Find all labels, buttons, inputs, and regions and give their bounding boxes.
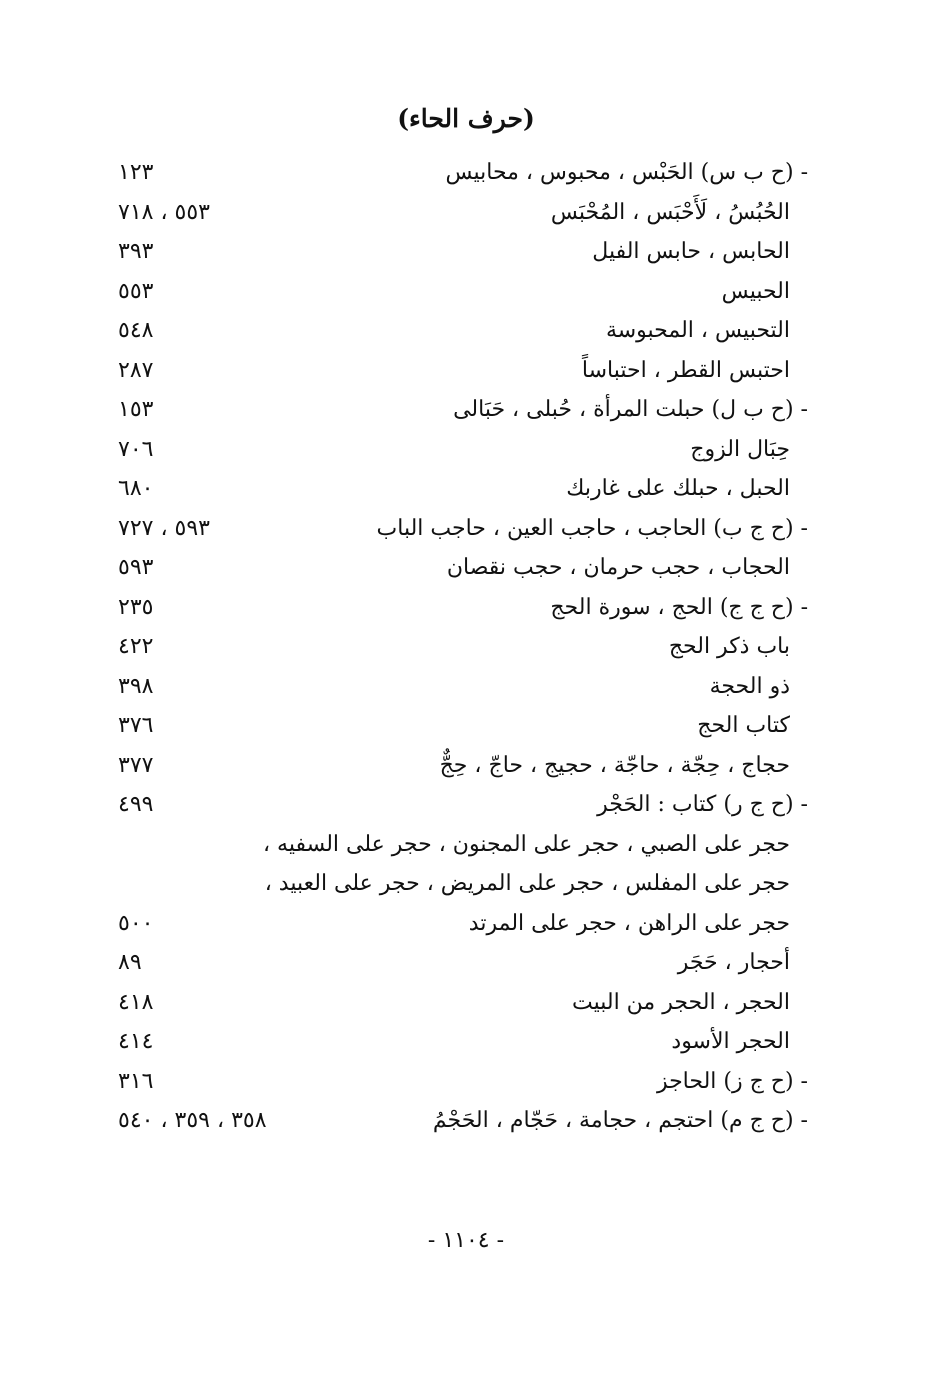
entry-pages: ٣١٦ bbox=[118, 1069, 154, 1094]
entry-text: حجر على الصبي ، حجر على المجنون ، حجر على السفيه ، bbox=[262, 832, 790, 857]
index-entry bbox=[0, 430, 932, 470]
index-entry bbox=[0, 1101, 932, 1141]
index-entry bbox=[0, 193, 932, 233]
entry-pages: ١٥٣ bbox=[118, 397, 154, 422]
entry-text: حجاج ، حِجّة ، حاجّة ، حجيج ، حاجّ ، حِجٌّ bbox=[439, 753, 790, 778]
root-entry-text: - (ح ج ر) كتاب : الحَجْر bbox=[597, 792, 808, 817]
entry-pages: ٤٢٢ bbox=[118, 634, 154, 659]
entry-text: حجر على المفلس ، حجر على المريض ، حجر على العبيد ، bbox=[264, 871, 790, 896]
entry-pages: ٨٩ bbox=[118, 950, 142, 975]
index-entry bbox=[0, 825, 932, 865]
index-entry bbox=[0, 746, 932, 786]
entry-pages: ٣٩٣ bbox=[118, 239, 154, 264]
index-entry bbox=[0, 706, 932, 746]
entry-text: حِبَال الزوج bbox=[690, 437, 790, 462]
index-entry bbox=[0, 588, 932, 628]
index-entry bbox=[0, 983, 932, 1023]
index-entry bbox=[0, 943, 932, 983]
entry-text: ذو الحجة bbox=[709, 674, 790, 699]
entry-pages: ٥٩٣ bbox=[118, 555, 154, 580]
section-title: (حرف الحاء) bbox=[397, 104, 535, 133]
entry-pages: ٢٨٧ bbox=[118, 358, 154, 383]
root-entry-text: - (ح ج ب) الحاجب ، حاجب العين ، حاجب الباب bbox=[376, 516, 808, 541]
root-entry-text: - (ح ج ز) الحاجز bbox=[656, 1069, 808, 1094]
index-entry bbox=[0, 864, 932, 904]
index-entry bbox=[0, 351, 932, 391]
entry-text: الحُبُسُ ، لَأَحْبَس ، المُحْبَس bbox=[550, 200, 790, 225]
index-entry bbox=[0, 232, 932, 272]
entry-pages: ٣٥٨ ، ٣٥٩ ، ٥٤٠ bbox=[118, 1108, 267, 1133]
entry-pages: ٢٣٥ bbox=[118, 595, 154, 620]
entry-text: التحبيس ، المحبوسة bbox=[605, 318, 790, 343]
entry-pages: ٣٧٦ bbox=[118, 713, 154, 738]
entry-pages: ٦٨٠ bbox=[118, 476, 154, 501]
entry-text: حجر على الراهن ، حجر على المرتد bbox=[468, 911, 790, 936]
entry-pages: ٤٩٩ bbox=[118, 792, 154, 817]
entry-text: باب ذكر الحج bbox=[668, 634, 790, 659]
entry-text: الحبل ، حبلك على غاربك bbox=[566, 476, 790, 501]
root-entry-text: - (ح ب س) الحَبْس ، محبوس ، محابيس bbox=[445, 160, 808, 185]
index-entry bbox=[0, 469, 932, 509]
entry-pages: ٣٧٧ bbox=[118, 753, 154, 778]
index-entry bbox=[0, 311, 932, 351]
entry-pages: ٥٥٣ ، ٧١٨ bbox=[118, 200, 210, 225]
root-entry-text: - (ح ج ج) الحج ، سورة الحج bbox=[550, 595, 808, 620]
index-entry bbox=[0, 904, 932, 944]
index-entry bbox=[0, 390, 932, 430]
index-entry bbox=[0, 627, 932, 667]
root-entry-text: - (ح ب ل) حبلت المرأة ، حُبلى ، حَبَالى bbox=[453, 397, 808, 422]
index-entry bbox=[0, 1022, 932, 1062]
index-entry bbox=[0, 667, 932, 707]
entry-text: احتبس القطر ، احتباساً bbox=[581, 358, 790, 383]
entry-pages: ٥٤٨ bbox=[118, 318, 154, 343]
index-entry bbox=[0, 548, 932, 588]
entry-pages: ٧٠٦ bbox=[118, 437, 154, 462]
entry-pages: ٥٩٣ ، ٧٢٧ bbox=[118, 516, 210, 541]
entry-text: الحجاب ، حجب حرمان ، حجب نقصان bbox=[446, 555, 790, 580]
entry-pages: ٤١٨ bbox=[118, 990, 154, 1015]
index-entry bbox=[0, 785, 932, 825]
entry-pages: ٣٩٨ bbox=[118, 674, 154, 699]
entry-text: الحابس ، حابس الفيل bbox=[592, 239, 790, 264]
index-entry bbox=[0, 272, 932, 312]
entry-text: كتاب الحج bbox=[697, 713, 790, 738]
entry-text: الحجر ، الحجر من البيت bbox=[571, 990, 790, 1015]
entry-text: الحجر الأسود bbox=[671, 1029, 790, 1054]
index-entry bbox=[0, 509, 932, 549]
entry-pages: ٤١٤ bbox=[118, 1029, 154, 1054]
index-entry bbox=[0, 1062, 932, 1102]
index-entry bbox=[0, 153, 932, 193]
entry-pages: ٥٥٣ bbox=[118, 279, 154, 304]
entry-pages: ٥٠٠ bbox=[118, 911, 154, 936]
page-number: - ١١٠٤ - bbox=[427, 1228, 505, 1253]
entry-text: الحبيس bbox=[721, 279, 790, 304]
entry-pages: ١٢٣ bbox=[118, 160, 154, 185]
entry-text: أحجار ، حَجَر bbox=[677, 950, 790, 975]
root-entry-text: - (ح ج م) احتجم ، حجامة ، حَجّام ، الحَجْمُ bbox=[432, 1108, 808, 1133]
